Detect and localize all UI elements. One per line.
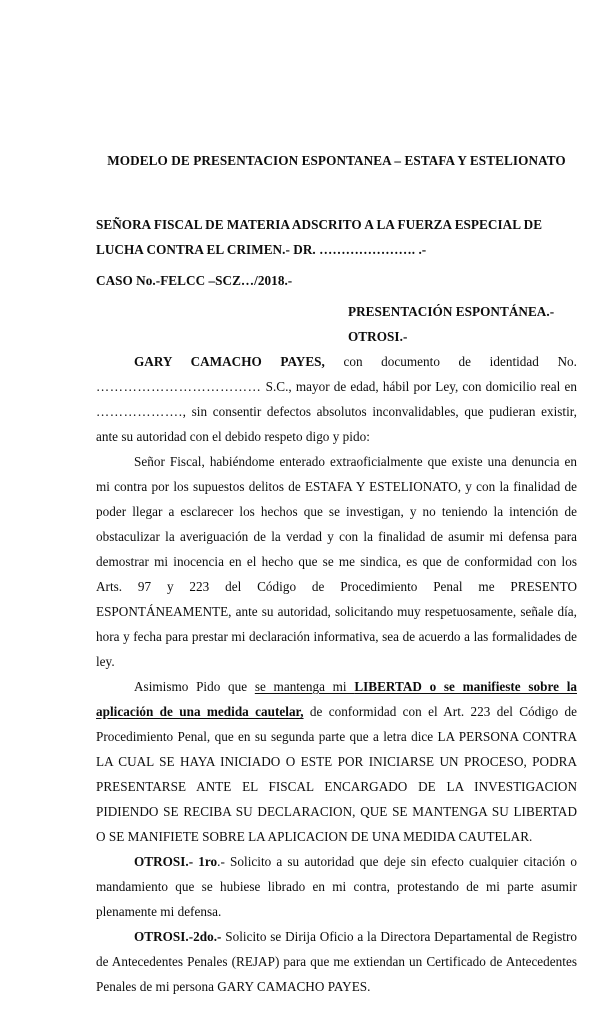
otrosi-1-text: .- Solicito a su autoridad que deje sin efecto cualquier citación o mandamiento que se hubiese librado en mi contra, protestando de mi parte asumir plenamente mi defensa. <box>96 854 577 919</box>
addressee-line-2: LUCHA CONTRA EL CRIMEN.- DR. …………………. .- <box>96 242 427 257</box>
libertad-lead-text: Asimismo Pido que <box>134 679 255 694</box>
paragraph-main-statement: Señor Fiscal, habiéndome enterado extraoficialmente que existe una denuncia en mi contra por los supuestos delitos de ESTAFA Y ESTELIONATO, y con la finalidad de poder llegar a esclarecer los hechos que se investigan, y no teniendo la intención de obstaculizar la averiguación de la verdad y con la finalidad de asumir mi defensa para demostrar mi inocencia en el hecho que se me sindica, es que de conformidad con los Arts. 97 y 223 del Código de Procedimiento Penal me PRESENTO ESPONTÁNEAMENTE, ante su autoridad, solicitando muy respetuosamente, señale día, hora y fecha para prestar mi declaración informativa, sea de acuerdo a las formalidades de ley. <box>96 454 577 669</box>
document-title: MODELO DE PRESENTACION ESPONTANEA – ESTAFA Y ESTELIONATO <box>107 153 566 168</box>
libertad-underlined-bold: LIBERTAD o se manifieste sobre la aplicación de una medida cautelar, <box>96 679 577 719</box>
libertad-underlined-plain: se mantenga mi <box>254 679 355 694</box>
otrosi-2-label: OTROSI.-2do.- <box>134 929 222 944</box>
identification-after-name: con documento de identidad No. <box>324 354 577 369</box>
otrosi-2-text: Solicito se Dirija Oficio a la Directora Departamental de Registro de Antecedentes Penales (REJAP) para que me extiendan un Certificado de Antecedentes Penales de mi persona GARY CAMACHO PAYES. <box>96 929 577 994</box>
paragraph-identification <box>96 349 577 449</box>
document-body <box>96 152 577 999</box>
case-number-line: CASO No.-FELCC –SCZ…/2018.- <box>96 273 293 288</box>
subject-header-block <box>348 299 577 349</box>
paragraph-libertad-request <box>96 674 577 849</box>
addressee-line-1: SEÑORA FISCAL DE MATERIA ADSCRITO A LA FUERZA ESPECIAL DE <box>96 217 543 232</box>
subject-otrosi: OTROSI.- <box>348 329 408 344</box>
identification-segment-3: , sin consentir defectos absolutos inconvalidables, que pudieran existir, ante su autoridad con el debido respeto digo y pido: <box>96 404 577 444</box>
identification-segment-2: S.C., mayor de edad, hábil por Ley, con domicilio real en <box>261 379 577 394</box>
domicile-leader: ………………. <box>96 404 183 419</box>
title-spacer <box>96 170 577 212</box>
petitioner-name: GARY CAMACHO PAYES, <box>134 354 325 369</box>
otrosi-1-label: OTROSI.- 1ro <box>134 854 218 869</box>
subject-presentacion-espontanea: PRESENTACIÓN ESPONTÁNEA.- <box>348 304 555 319</box>
addressee-block <box>96 212 577 262</box>
libertad-rest-text: de conformidad con el Art. 223 del Código de Procedimiento Penal, que en su segunda parte que a letra dice LA PERSONA CONTRA LA CUAL SE HAYA INICIADO O ESTE POR INICIARSE UN PROCESO, PODRA PRESENTARSE ANTE EL FISCAL ENCARGADO DE LA INVESTIGACION PIDIENDO SE RECIBA SU DECLARACION, QUE SE MANTENGA SU LIBERTAD O SE MANIFIETE SOBRE LA APLICACION DE UNA MEDIDA CAUTELAR. <box>96 704 578 844</box>
paragraph-otrosi-primero <box>96 849 577 924</box>
identity-number-leader: ……………………………… <box>96 379 262 394</box>
paragraph-otrosi-segundo <box>96 924 577 999</box>
